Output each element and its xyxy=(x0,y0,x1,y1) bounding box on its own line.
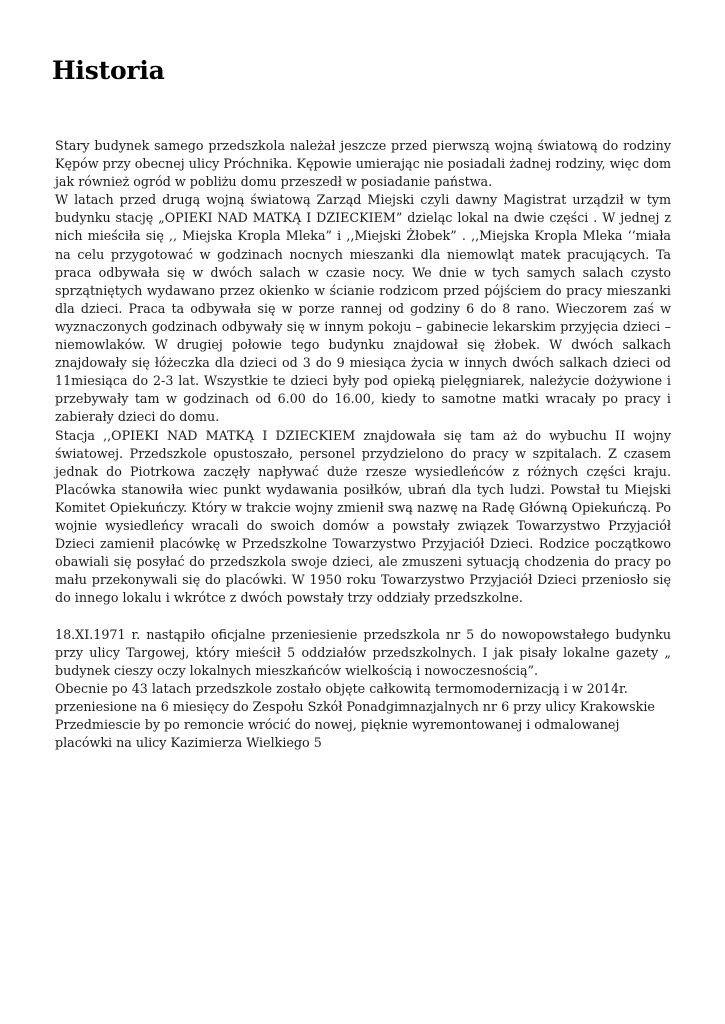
paragraph-history-kep-family: Stary budynek samego przedszkola należał jeszcze przed pierwszą wojną światową do rodziny Kępów przy obecnej ulicy Próchnika. Kępowie umierając nie posiadali żadnej rodziny, więc dom jak również ogród w pobliżu domu przeszedł w posiadanie państwa. xyxy=(55,138,671,190)
article-body xyxy=(55,137,671,752)
paragraph-mother-child-station: W latach przed drugą wojną światową Zarząd Miejski czyli dawny Magistrat urządził w tym budynku stację „OPIEKI NAD MATKĄ I DZIECKIEM” dzieląc lokal na dwie części . W jednej z nich mieściła się ,, Miejska Kropla Mleka” i ,,Miejski Żłobek” . ,,Miejska Kropla Mleka ‘‘miała na celu przygotować w godzinach nocnych mieszanki dla niemowląt matek pracujących. Ta praca odbywała się w dwóch salach w czasie nocy. We dnie w tych samych salach czysto sprzątniętych wydawano przez okienko w ścianie rodzicom przed pójściem do pracy mieszanki dla dzieci. Praca ta odbywała się w porze rannej od godziny 6 do 8 rano. Wieczorem zaś w wyznaczonych godzinach odbywały się w innym pokoju – gabinecie lekarskim przyjęcia dzieci – niemowlaków. W drugiej połowie tego budynku znajdował się żłobek. W dwóch salkach znajdowały się łóżeczka dla dzieci od 3 do 9 miesiąca życia w innych dwóch salkach dzieci od 11miesiąca do 2-3 lat. Wszystkie te dzieci były pod opieką pielęgniarek, należycie dożywione i przebywały tam w godzinach od 6.00 do 16.00, kiedy to samotne matki wracały po pracy i zabierały dzieci do domu. xyxy=(55,192,671,425)
page-title: Historia xyxy=(52,56,165,85)
paragraph-modernization: Obecnie po 43 latach przedszkole zostało objęte całkowitą termomodernizacją i w 2014r. przeniesione na 6 miesięcy do Zespołu Szkół Ponadgimnazjalnych nr 6 przy ulicy Krakowskie Przedmiescie by po remoncie wrócić do nowej, pięknie wyremontowanej i odmalowanej placówki na ulicy Kazimierza Wielkiego 5 xyxy=(55,680,655,751)
paragraph-1971-move: 18.XI.1971 r. nastąpiło oficjalne przeniesienie przedszkola nr 5 do nowopowstałego budynku przy ulicy Targowej, który mieścił 5 oddziałów przedszkolnych. I jak pisały lokalne gazety „ budynek cieszy oczy lokalnych mieszkańców wielkością i nowoczesnością”. xyxy=(55,626,671,678)
paragraph-spacer xyxy=(55,607,671,625)
paragraph-war-period: Stacja ,,OPIEKI NAD MATKĄ I DZIECKIEM znajdowała się tam aż do wybuchu II wojny światowej. Przedszkole opustoszało, personel przydzielono do pracy w szpitalach. Z czasem jednak do Piotrkowa zaczęły napływać duże rzesze wysiedleńców z różnych części kraju. Placówka stanowiła wiec punkt wydawania posiłków, ubrań dla tych ludzi. Powstał tu Miejski Komitet Opiekuńczy. Który w trakcie wojny zmienił swą nazwę na Radę Główną Opiekuńczą. Po wojnie wysiedleńcy wracali do swoich domów a powstały związek Towarzystwo Przyjaciół Dzieci zamienił placówkę w Przedszkolne Towarzystwo Przyjaciół Dzieci. Rodzice początkowo obawiali się posyłać do przedszkola swoje dzieci, ale zmuszeni sytuacją chodzenia do pracy po mału przekonywali się do placówki. W 1950 roku Towarzystwo Przyjaciół Dzieci przeniosło się do innego lokalu i wkrótce z dwóch powstały trzy oddziały przedszkolne. xyxy=(55,427,671,606)
